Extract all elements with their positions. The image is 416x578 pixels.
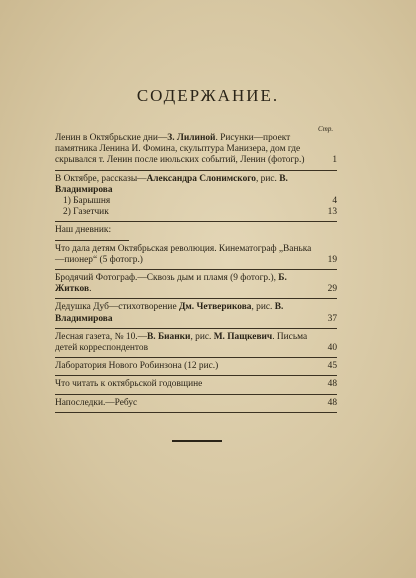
page-number: 37 — [327, 313, 337, 324]
entry-text: 2) Газетчик — [63, 207, 109, 218]
entry-text: Напоследки.—Ребус — [55, 397, 138, 408]
toc-entry-what-to-read — [55, 379, 337, 390]
toc-subentry-gazetchik — [55, 207, 337, 218]
page-number: 29 — [327, 284, 337, 295]
entry-author: Б. Житков — [55, 273, 287, 295]
toc-entry-rebus — [55, 398, 337, 409]
entry-text: , рис. — [251, 302, 275, 313]
page-number: 4 — [332, 196, 337, 207]
page-number: 48 — [327, 379, 337, 390]
entry-text: Что читать к октябрьской годовщине — [55, 379, 203, 390]
entry-text: Наш дневник: — [55, 225, 112, 236]
toc-entry-photographer — [55, 273, 337, 295]
divider — [55, 412, 337, 413]
page-number: 13 — [327, 207, 337, 218]
divider — [55, 170, 337, 171]
entry-illustrator: В. Владимирова — [55, 302, 284, 324]
entry-text: Лесная газета, № 10.— — [55, 331, 147, 342]
table-of-contents — [55, 133, 337, 416]
toc-entry-laboratory — [55, 361, 337, 372]
entry-text: . Письма детей корреспондентов — [55, 331, 308, 354]
entry-author: В. Бианки — [147, 331, 191, 342]
divider — [55, 221, 337, 222]
entry-author: Александра Слонимского — [146, 173, 256, 184]
page-number: 40 — [327, 343, 337, 354]
page-number: 48 — [327, 397, 337, 408]
toc-section-diary — [55, 225, 337, 236]
entry-illustrator: В. Владимирова — [55, 173, 288, 195]
entry-author: З. Лилиной — [167, 133, 216, 143]
page-number: 45 — [327, 361, 337, 372]
entry-text: Дедушка Дуб—стихотворение — [55, 302, 179, 313]
entry-text: Лаборатория Нового Робинзона (12 рис.) — [55, 361, 219, 372]
toc-entry-revolution — [55, 244, 337, 266]
toc-entry-oak — [55, 302, 337, 324]
divider — [55, 298, 337, 299]
entry-text: 1) Барышня — [63, 196, 111, 207]
divider — [55, 269, 337, 270]
entry-text: Что дала детям Октябрьская революция. Кинематограф „Ванька—пионер“ (5 фотогр.) — [55, 243, 312, 265]
page-title: СОДЕРЖАНИЕ. — [136, 86, 280, 105]
divider — [55, 240, 129, 241]
divider — [55, 394, 337, 395]
divider — [55, 357, 337, 358]
page-number: 19 — [327, 254, 337, 265]
entry-text: , рис. — [190, 331, 214, 342]
divider — [55, 375, 337, 376]
divider — [55, 328, 337, 329]
end-divider — [172, 440, 222, 442]
page-column-label: Стр. — [318, 125, 334, 133]
entry-text: , рис. — [255, 173, 280, 184]
entry-text: В Октябре, рассказы— — [55, 173, 147, 184]
entry-text: Ленин в Октябрьские дни— — [55, 133, 168, 143]
toc-subentry-baryshnya — [55, 196, 337, 207]
page-number: 1 — [332, 155, 337, 166]
entry-author: Дм. Четверикова — [178, 302, 252, 313]
entry-text: Бродячий Фотограф.—Сквозь дым и пламя (9 фотогр.), — [55, 273, 279, 284]
entry-illustrator: М. Пащкевич — [213, 331, 273, 342]
entry-text: . Рисунки—проект памятника Ленина И. Фомина, скульптура Манизера, дом где скрывался т. Ленин после июльских событий, Ленин (фотогр.) — [55, 133, 305, 166]
entry-text: . — [89, 284, 92, 295]
toc-entry-forest-gazette — [55, 332, 337, 354]
toc-entry-october — [55, 174, 337, 196]
toc-entry-lenin — [55, 133, 337, 167]
